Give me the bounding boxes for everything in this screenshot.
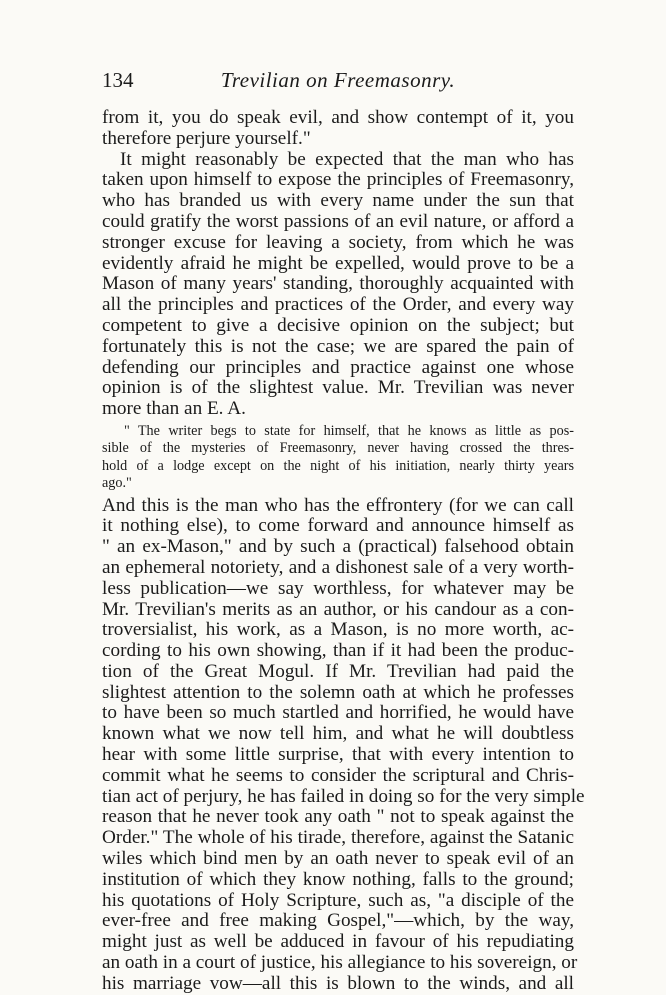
quote-line: hold of a lodge except on the night of his initiation, nearly thirty years [102,457,574,474]
text-line: reason that he never took any oath " not to speak against the [102,806,574,828]
text-line: could gratify the worst passions of an evil nature, or afford a [102,210,574,232]
text-line: all the principles and practices of the Order, and every way [102,294,574,316]
text-line: slightest attention to the solemn oath at which he professes [102,681,574,703]
text-line: Mason of many years' standing, thoroughly acquainted with [102,273,574,295]
block-quotation [102,423,574,493]
text-line: cording to his own showing, than if it had been the produc- [102,640,574,662]
text-line: from it, you do speak evil, and show contempt of it, you [102,107,574,128]
text-line: defending our principles and practice against one whose [102,356,574,378]
quote-line: ago." [102,475,132,492]
text-line: competent to give a decisive opinion on the subject; but [102,314,574,336]
text-line: hear with some little surprise, that with every intention to [102,744,574,766]
running-title: Trevilian on Freemasonry. [220,68,456,92]
paragraph-expectation [102,150,574,420]
text-line: ever-free and free making Gospel,"—which, by the way, [102,910,574,932]
quote-line: " The writer begs to state for himself, that he knows as little as pos- [124,422,574,439]
text-line: who has branded us with every name under the sun that [102,190,574,212]
text-line: known what we now tell him, and what he will doubtless [102,723,574,745]
text-line: It might reasonably be expected that the man who has [120,148,574,170]
text-line: tion of the Great Mogul. If Mr. Trevilian had paid the [102,660,574,682]
text-line: his quotations of Holy Scripture, such as, "a disciple of the [102,889,574,911]
text-line: fortunately this is not the case; we are spared the pain of [102,335,574,357]
paragraph-effrontery [102,494,585,995]
text-line: more than an E. A. [102,398,246,420]
text-line: opinion is of the slightest value. Mr. Trevilian was never [102,377,574,399]
text-line: an ephemeral notoriety, and a dishonest sale of a very worth- [102,556,574,578]
text-line: Order." The whole of his tirade, therefore, against the Satanic [102,827,574,849]
body-text [102,107,585,995]
text-line: it nothing else), to come forward and announce himself as [102,515,574,537]
text-line: Mr. Trevilian's merits as an author, or his candour as a con- [102,598,574,620]
text-line: institution of which they know nothing, falls to the ground; [102,868,574,890]
quote-line: sible of the mysteries of Freemasonry, never having crossed the thres- [102,440,574,457]
text-line: an oath in a court of justice, his allegiance to his sovereign, or [102,952,578,974]
text-line: might just as well be adduced in favour of his repudiating [102,931,574,953]
text-line: " an ex-Mason," and by such a (practical) falsehood obtain [102,536,574,558]
text-line: troversialist, his work, as a Mason, is no more worth, ac- [102,619,574,641]
running-header [102,68,574,98]
text-line: stronger excuse for leaving a society, from which he was [102,231,574,253]
paragraph-continued [102,108,574,150]
text-line: commit what he seems to consider the scriptural and Chris- [102,764,574,786]
text-line: less publication—we say worthless, for whatever may be [102,577,574,599]
text-line: tian act of perjury, he has failed in doing so for the very simple [102,785,585,807]
text-line: therefore perjure yourself." [102,127,311,149]
text-line: And this is the man who has the effrontery (for we can call [102,494,574,516]
page-number: 134 [102,68,134,92]
text-line: evidently afraid he might be expelled, would prove to be a [102,252,574,274]
text-line: his marriage vow—all this is blown to the winds, and all [102,972,574,994]
text-line: taken upon himself to expose the principles of Freemasonry, [102,169,574,191]
text-line: wiles which bind men by an oath never to speak evil of an [102,848,574,870]
text-line: to have been so much startled and horrified, he would have [102,702,574,724]
